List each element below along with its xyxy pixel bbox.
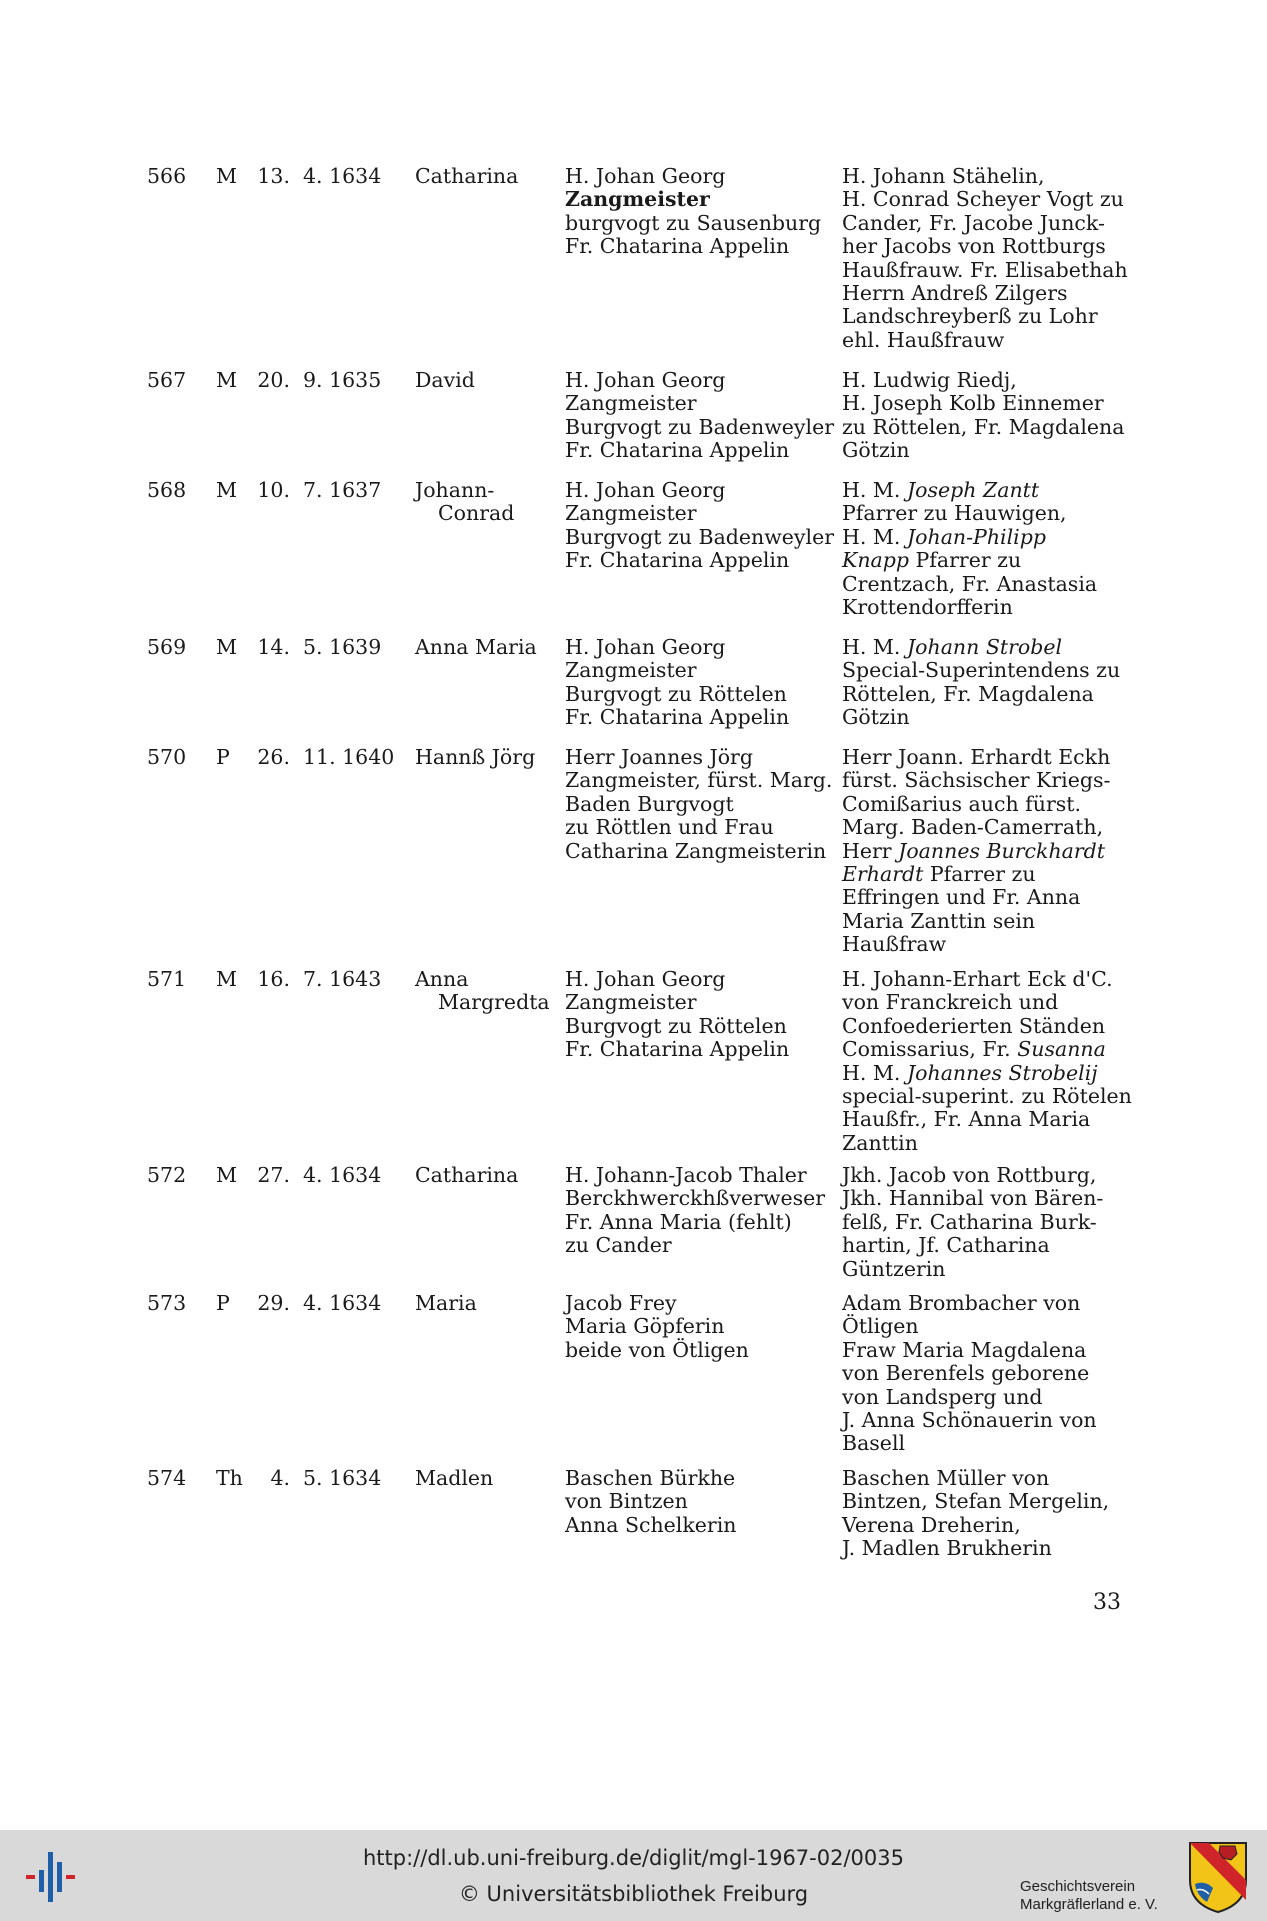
text-segment: Baschen Müller von xyxy=(842,1466,1050,1490)
parents-line xyxy=(565,1015,789,1038)
parents-line xyxy=(565,840,832,863)
society-name-line1: Geschichtsverein xyxy=(1020,1878,1136,1895)
entry-day: 29. xyxy=(257,1291,290,1315)
godparents-line xyxy=(842,392,1124,415)
text-segment: Baschen Bürkhe xyxy=(565,1466,736,1490)
parents-line xyxy=(565,968,789,991)
parents-line xyxy=(565,1339,749,1362)
godparents-line xyxy=(842,636,1120,659)
parents-column xyxy=(565,165,821,259)
godparents-line xyxy=(842,1490,1109,1513)
entry-day: 26. xyxy=(257,745,290,769)
godparents-line xyxy=(842,1432,1097,1455)
text-segment: Marg. Baden-Camerrath, xyxy=(842,815,1104,840)
parents-line xyxy=(565,1234,825,1257)
child-name-line: Catharina xyxy=(415,1163,519,1187)
godparents-line xyxy=(842,329,1128,352)
godparents-line xyxy=(842,793,1110,816)
text-segment: Jkh. Jacob von Rottburg, xyxy=(842,1163,1097,1187)
godparents-line xyxy=(842,1038,1132,1061)
child-name-line: Anna Maria xyxy=(415,635,537,659)
text-segment: Zangmeister xyxy=(565,990,697,1015)
godparents-column xyxy=(842,1292,1097,1456)
godparents-line xyxy=(842,596,1097,619)
text-segment: Confoederierten Ständen xyxy=(842,1013,1106,1038)
text-segment: felß, Fr. Catharina Burk- xyxy=(842,1209,1097,1234)
godparents-line xyxy=(842,369,1124,392)
text-segment: Burgvogt zu Röttelen xyxy=(565,681,787,706)
parents-line xyxy=(565,1187,825,1210)
text-segment: Verena Dreherin, xyxy=(842,1512,1021,1537)
godparents-line xyxy=(842,910,1110,933)
parents-line xyxy=(565,392,834,415)
parents-line xyxy=(565,369,834,392)
entry-type: P xyxy=(216,1291,230,1315)
text-segment: zu Röttlen und Frau xyxy=(565,815,774,840)
entry-number: 567 xyxy=(147,368,187,392)
text-segment: H. Conrad Scheyer Vogt zu xyxy=(842,187,1124,212)
godparents-line xyxy=(842,549,1097,572)
godparents-column xyxy=(842,968,1132,1155)
text-segment: Adam Brombacher von xyxy=(842,1291,1081,1315)
entry-day: 20. xyxy=(257,368,290,392)
text-segment: von Landsperg und xyxy=(842,1384,1043,1409)
child-name xyxy=(415,968,550,1015)
text-segment: H. Joseph Kolb Einnemer xyxy=(842,391,1104,416)
text-segment: beide von Ötligen xyxy=(565,1337,749,1362)
text-segment: von Franckreich und xyxy=(842,990,1059,1015)
text-segment: her Jacobs von Rottburgs xyxy=(842,234,1106,259)
entry-day: 14. xyxy=(257,635,290,659)
parents-line xyxy=(565,1038,789,1061)
parents-line xyxy=(565,1514,736,1537)
text-segment: Baden Burgvogt xyxy=(565,791,734,816)
child-name-line: Conrad xyxy=(438,501,515,526)
entry-day: 27. xyxy=(257,1163,290,1187)
child-name xyxy=(415,165,518,188)
text-segment: Joseph Zantt xyxy=(906,478,1040,502)
text-segment: J. Madlen Brukherin xyxy=(842,1536,1052,1561)
text-segment: H. M. xyxy=(842,1060,907,1085)
parents-column xyxy=(565,746,832,863)
text-segment: Fraw Maria Magdalena xyxy=(842,1337,1087,1362)
godparents-line xyxy=(842,1211,1103,1234)
text-segment: Comissarius, Fr. xyxy=(842,1037,1018,1062)
text-segment: Haußfrauw. Fr. Elisabethah xyxy=(842,257,1128,282)
text-segment: Johan-Philipp xyxy=(906,524,1046,549)
godparents-line xyxy=(842,526,1097,549)
text-segment: Johann Strobel xyxy=(906,635,1063,659)
entry-type: M xyxy=(216,967,237,991)
entry-number: 573 xyxy=(147,1291,187,1315)
parents-line xyxy=(565,502,834,525)
text-segment: Güntzerin xyxy=(842,1256,946,1281)
godparents-line xyxy=(842,886,1110,909)
entry-number: 566 xyxy=(147,164,187,188)
entry-date: 11. 1640 xyxy=(303,745,395,769)
godparents-line xyxy=(842,1537,1109,1560)
text-segment: fürst. Sächsischer Kriegs- xyxy=(842,768,1111,793)
text-segment: Fr. Chatarina Appelin xyxy=(565,548,790,573)
parents-column xyxy=(565,369,834,463)
society-name-line2: Markgräflerland e. V. xyxy=(1020,1896,1158,1913)
text-segment: Landschreyberß zu Lohr xyxy=(842,304,1098,329)
text-segment: Zangmeister xyxy=(565,187,710,212)
godparents-line xyxy=(842,212,1128,235)
text-segment: Erhardt xyxy=(842,862,924,887)
parents-line xyxy=(565,659,789,682)
child-name-line: Johann- xyxy=(415,478,495,502)
text-segment: Fr. Chatarina Appelin xyxy=(565,1037,790,1062)
parents-line xyxy=(565,526,834,549)
entry-type: M xyxy=(216,478,237,502)
parents-column xyxy=(565,968,789,1062)
text-segment: hartin, Jf. Catharina xyxy=(842,1233,1050,1258)
godparents-line xyxy=(842,746,1110,769)
parents-column xyxy=(565,1292,749,1362)
godparents-line xyxy=(842,479,1097,502)
child-name-line: Hannß Jörg xyxy=(415,745,536,769)
text-segment: Catharina Zangmeisterin xyxy=(565,838,827,863)
entry-type: M xyxy=(216,164,237,188)
text-segment: H. Johan Georg xyxy=(565,967,726,991)
godparents-line xyxy=(842,659,1120,682)
godparents-line xyxy=(842,259,1128,282)
godparents-line xyxy=(842,1062,1132,1085)
entry-type: Th xyxy=(216,1466,243,1490)
text-segment: Zangmeister xyxy=(565,391,697,416)
parents-line xyxy=(565,769,832,792)
text-segment: von Bintzen xyxy=(565,1489,688,1514)
godparents-line xyxy=(842,573,1097,596)
text-segment: von Berenfels geborene xyxy=(842,1361,1090,1386)
parents-column xyxy=(565,479,834,573)
viewer-footer xyxy=(0,1830,1267,1921)
entry-date: 9. 1635 xyxy=(303,368,382,392)
entry-day: 16. xyxy=(257,967,290,991)
godparents-line xyxy=(842,165,1128,188)
text-segment: Haußfr., Fr. Anna Maria xyxy=(842,1107,1091,1132)
parents-column xyxy=(565,636,789,730)
godparents-line xyxy=(842,863,1110,886)
text-segment: Joannes Burckhardt xyxy=(898,838,1106,863)
entry-number: 570 xyxy=(147,745,187,769)
text-segment: Zangmeister, fürst. Marg. xyxy=(565,768,833,793)
godparents-line xyxy=(842,1187,1103,1210)
text-segment: Cander, Fr. Jacobe Junck- xyxy=(842,210,1105,235)
godparents-line xyxy=(842,1292,1097,1315)
text-segment: H. Johan Georg xyxy=(565,478,726,502)
godparents-column xyxy=(842,369,1124,463)
child-name-line: David xyxy=(415,368,475,392)
godparents-line xyxy=(842,840,1110,863)
godparents-line xyxy=(842,968,1132,991)
entry-date: 4. 1634 xyxy=(303,164,382,188)
godparents-line xyxy=(842,1409,1097,1432)
parents-line xyxy=(565,479,834,502)
text-segment: Pfarrer zu xyxy=(909,548,1022,573)
child-name xyxy=(415,479,514,526)
text-segment: Herr xyxy=(842,838,899,863)
godparents-line xyxy=(842,305,1128,328)
parents-line xyxy=(565,636,789,659)
text-segment: Zanttin xyxy=(842,1130,918,1155)
entry-day: 4. xyxy=(270,1466,290,1490)
child-name xyxy=(415,636,537,659)
godparents-line xyxy=(842,1015,1132,1038)
text-segment: special-superint. zu Rötelen xyxy=(842,1084,1132,1109)
entry-number: 572 xyxy=(147,1163,187,1187)
text-segment: Maria Zanttin sein xyxy=(842,908,1036,933)
godparents-line xyxy=(842,1386,1097,1409)
godparents-line xyxy=(842,991,1132,1014)
text-segment: Fr. Chatarina Appelin xyxy=(565,234,790,259)
parents-line xyxy=(565,683,789,706)
godparents-line xyxy=(842,188,1128,211)
child-name-line: Margredta xyxy=(438,990,550,1015)
text-segment: H. Johan Georg xyxy=(565,164,726,188)
godparents-column xyxy=(842,165,1128,352)
text-segment: Knapp xyxy=(842,548,909,573)
godparents-line xyxy=(842,1234,1103,1257)
society-name xyxy=(1020,1878,1195,1914)
text-segment: Pfarrer zu xyxy=(923,862,1036,887)
text-segment: Götzin xyxy=(842,705,910,730)
text-segment: H. M. xyxy=(842,478,907,502)
entry-type: P xyxy=(216,745,230,769)
godparents-line xyxy=(842,235,1128,258)
text-segment: H. M. xyxy=(842,635,907,659)
text-segment: Burgvogt zu Badenweyler xyxy=(565,414,835,439)
text-segment: Herr Joannes Jörg xyxy=(565,745,753,769)
godparents-line xyxy=(842,1258,1103,1281)
godparents-line xyxy=(842,706,1120,729)
parents-line xyxy=(565,1164,825,1187)
godparents-column xyxy=(842,746,1110,957)
text-segment: zu Cander xyxy=(565,1233,672,1258)
text-segment: Pfarrer zu Hauwigen, xyxy=(842,501,1067,526)
godparents-line xyxy=(842,683,1120,706)
text-segment: Ötligen xyxy=(842,1314,919,1339)
godparents-line xyxy=(842,933,1110,956)
parents-line xyxy=(565,212,821,235)
godparents-line xyxy=(842,439,1124,462)
text-segment: H. M. xyxy=(842,524,907,549)
entry-type: M xyxy=(216,368,237,392)
parents-line xyxy=(565,1292,749,1315)
child-name-line: Maria xyxy=(415,1291,477,1315)
godparents-line xyxy=(842,1108,1132,1131)
text-segment: Fr. Anna Maria (fehlt) xyxy=(565,1209,792,1234)
text-segment: Anna Schelkerin xyxy=(565,1512,737,1537)
godparents-line xyxy=(842,1514,1109,1537)
entry-type: M xyxy=(216,1163,237,1187)
godparents-line xyxy=(842,816,1110,839)
parents-line xyxy=(565,439,834,462)
parents-line xyxy=(565,1211,825,1234)
text-segment: Basell xyxy=(842,1431,906,1456)
entry-date: 5. 1634 xyxy=(303,1466,382,1490)
parents-line xyxy=(565,1490,736,1513)
text-segment: Zangmeister xyxy=(565,501,697,526)
parents-line xyxy=(565,793,832,816)
text-segment: Burgvogt zu Badenweyler xyxy=(565,524,835,549)
text-segment: Krottendorfferin xyxy=(842,595,1013,620)
text-segment: Maria Göpferin xyxy=(565,1314,725,1339)
copyright-notice: © Universitätsbibliothek Freiburg xyxy=(458,1882,809,1906)
text-segment: H. Johan Georg xyxy=(565,635,726,659)
entry-number: 571 xyxy=(147,967,187,991)
godparents-line xyxy=(842,502,1097,525)
text-segment: H. Johan Georg xyxy=(565,368,726,392)
godparents-line xyxy=(842,1467,1109,1490)
text-segment: Zangmeister xyxy=(565,658,697,683)
text-segment: ehl. Haußfrauw xyxy=(842,327,1005,352)
godparents-line xyxy=(842,769,1110,792)
godparents-line xyxy=(842,1085,1132,1108)
entry-date: 7. 1643 xyxy=(303,967,382,991)
text-segment: Haußfraw xyxy=(842,932,947,957)
parents-column xyxy=(565,1467,736,1537)
text-segment: Effringen und Fr. Anna xyxy=(842,885,1081,910)
parents-line xyxy=(565,1467,736,1490)
godparents-line xyxy=(842,1339,1097,1362)
text-segment: burgvogt zu Sausenburg xyxy=(565,210,822,235)
entry-number: 574 xyxy=(147,1466,187,1490)
document-url[interactable]: http://dl.ub.uni-freiburg.de/diglit/mgl-1967-02/0035 xyxy=(362,1846,904,1870)
child-name-line: Anna xyxy=(415,967,469,991)
parents-line xyxy=(565,416,834,439)
page-number: 33 xyxy=(1093,1590,1121,1615)
child-name xyxy=(415,1467,493,1490)
child-name xyxy=(415,1164,518,1187)
godparents-line xyxy=(842,1132,1132,1155)
parents-line xyxy=(565,165,821,188)
text-segment: H. Johann Stähelin, xyxy=(842,164,1045,188)
text-segment: Götzin xyxy=(842,438,910,463)
entry-date: 7. 1637 xyxy=(303,478,382,502)
parents-line xyxy=(565,1315,749,1338)
text-segment: Crentzach, Fr. Anastasia xyxy=(842,571,1098,596)
text-segment: Fr. Chatarina Appelin xyxy=(565,438,790,463)
entry-date: 5. 1639 xyxy=(303,635,382,659)
child-name-line: Catharina xyxy=(415,164,519,188)
entry-type: M xyxy=(216,635,237,659)
child-name xyxy=(415,369,475,392)
entry-number: 568 xyxy=(147,478,187,502)
text-segment: Bintzen, Stefan Mergelin, xyxy=(842,1489,1110,1514)
godparents-line xyxy=(842,1362,1097,1385)
text-segment: H. Johann-Jacob Thaler xyxy=(565,1163,807,1187)
parents-line xyxy=(565,706,789,729)
parents-line xyxy=(565,188,821,211)
text-segment: zu Röttelen, Fr. Magdalena xyxy=(842,414,1125,439)
parents-line xyxy=(565,991,789,1014)
entry-number: 569 xyxy=(147,635,187,659)
text-segment: Comißarius auch fürst. xyxy=(842,791,1082,816)
entry-date: 4. 1634 xyxy=(303,1291,382,1315)
text-segment: Johannes Strobelij xyxy=(906,1060,1098,1085)
text-segment: Jkh. Hannibal von Bären- xyxy=(842,1186,1104,1211)
text-segment: Herr Joann. Erhardt Eckh xyxy=(842,745,1111,769)
parents-line xyxy=(565,746,832,769)
parents-line xyxy=(565,816,832,839)
text-segment: Special-Superintendens zu xyxy=(842,658,1121,683)
godparents-line xyxy=(842,416,1124,439)
child-name xyxy=(415,1292,477,1315)
godparents-column xyxy=(842,1164,1103,1281)
text-segment: J. Anna Schönauerin von xyxy=(842,1408,1097,1433)
parents-line xyxy=(565,235,821,258)
parents-column xyxy=(565,1164,825,1258)
godparents-column xyxy=(842,1467,1109,1561)
text-segment: Röttelen, Fr. Magdalena xyxy=(842,681,1094,706)
entry-day: 13. xyxy=(257,164,290,188)
text-segment: H. Johann-Erhart Eck d'C. xyxy=(842,967,1113,991)
godparents-column xyxy=(842,636,1120,730)
text-segment: Burgvogt zu Röttelen xyxy=(565,1013,787,1038)
text-segment: Jacob Frey xyxy=(565,1291,677,1315)
text-segment: Herrn Andreß Zilgers xyxy=(842,281,1068,306)
child-name xyxy=(415,746,535,769)
coat-of-arms-icon xyxy=(1187,1840,1249,1914)
godparents-column xyxy=(842,479,1097,619)
godparents-line xyxy=(842,1164,1103,1187)
entry-day: 10. xyxy=(257,478,290,502)
entry-date: 4. 1634 xyxy=(303,1163,382,1187)
text-segment: H. Ludwig Riedj, xyxy=(842,368,1017,392)
text-segment: Fr. Chatarina Appelin xyxy=(565,705,790,730)
godparents-line xyxy=(842,282,1128,305)
text-segment: Susanna xyxy=(1017,1037,1106,1062)
parents-line xyxy=(565,549,834,572)
child-name-line: Madlen xyxy=(415,1466,494,1490)
text-segment: Berckhwerckhßverweser xyxy=(565,1186,826,1211)
godparents-line xyxy=(842,1315,1097,1338)
